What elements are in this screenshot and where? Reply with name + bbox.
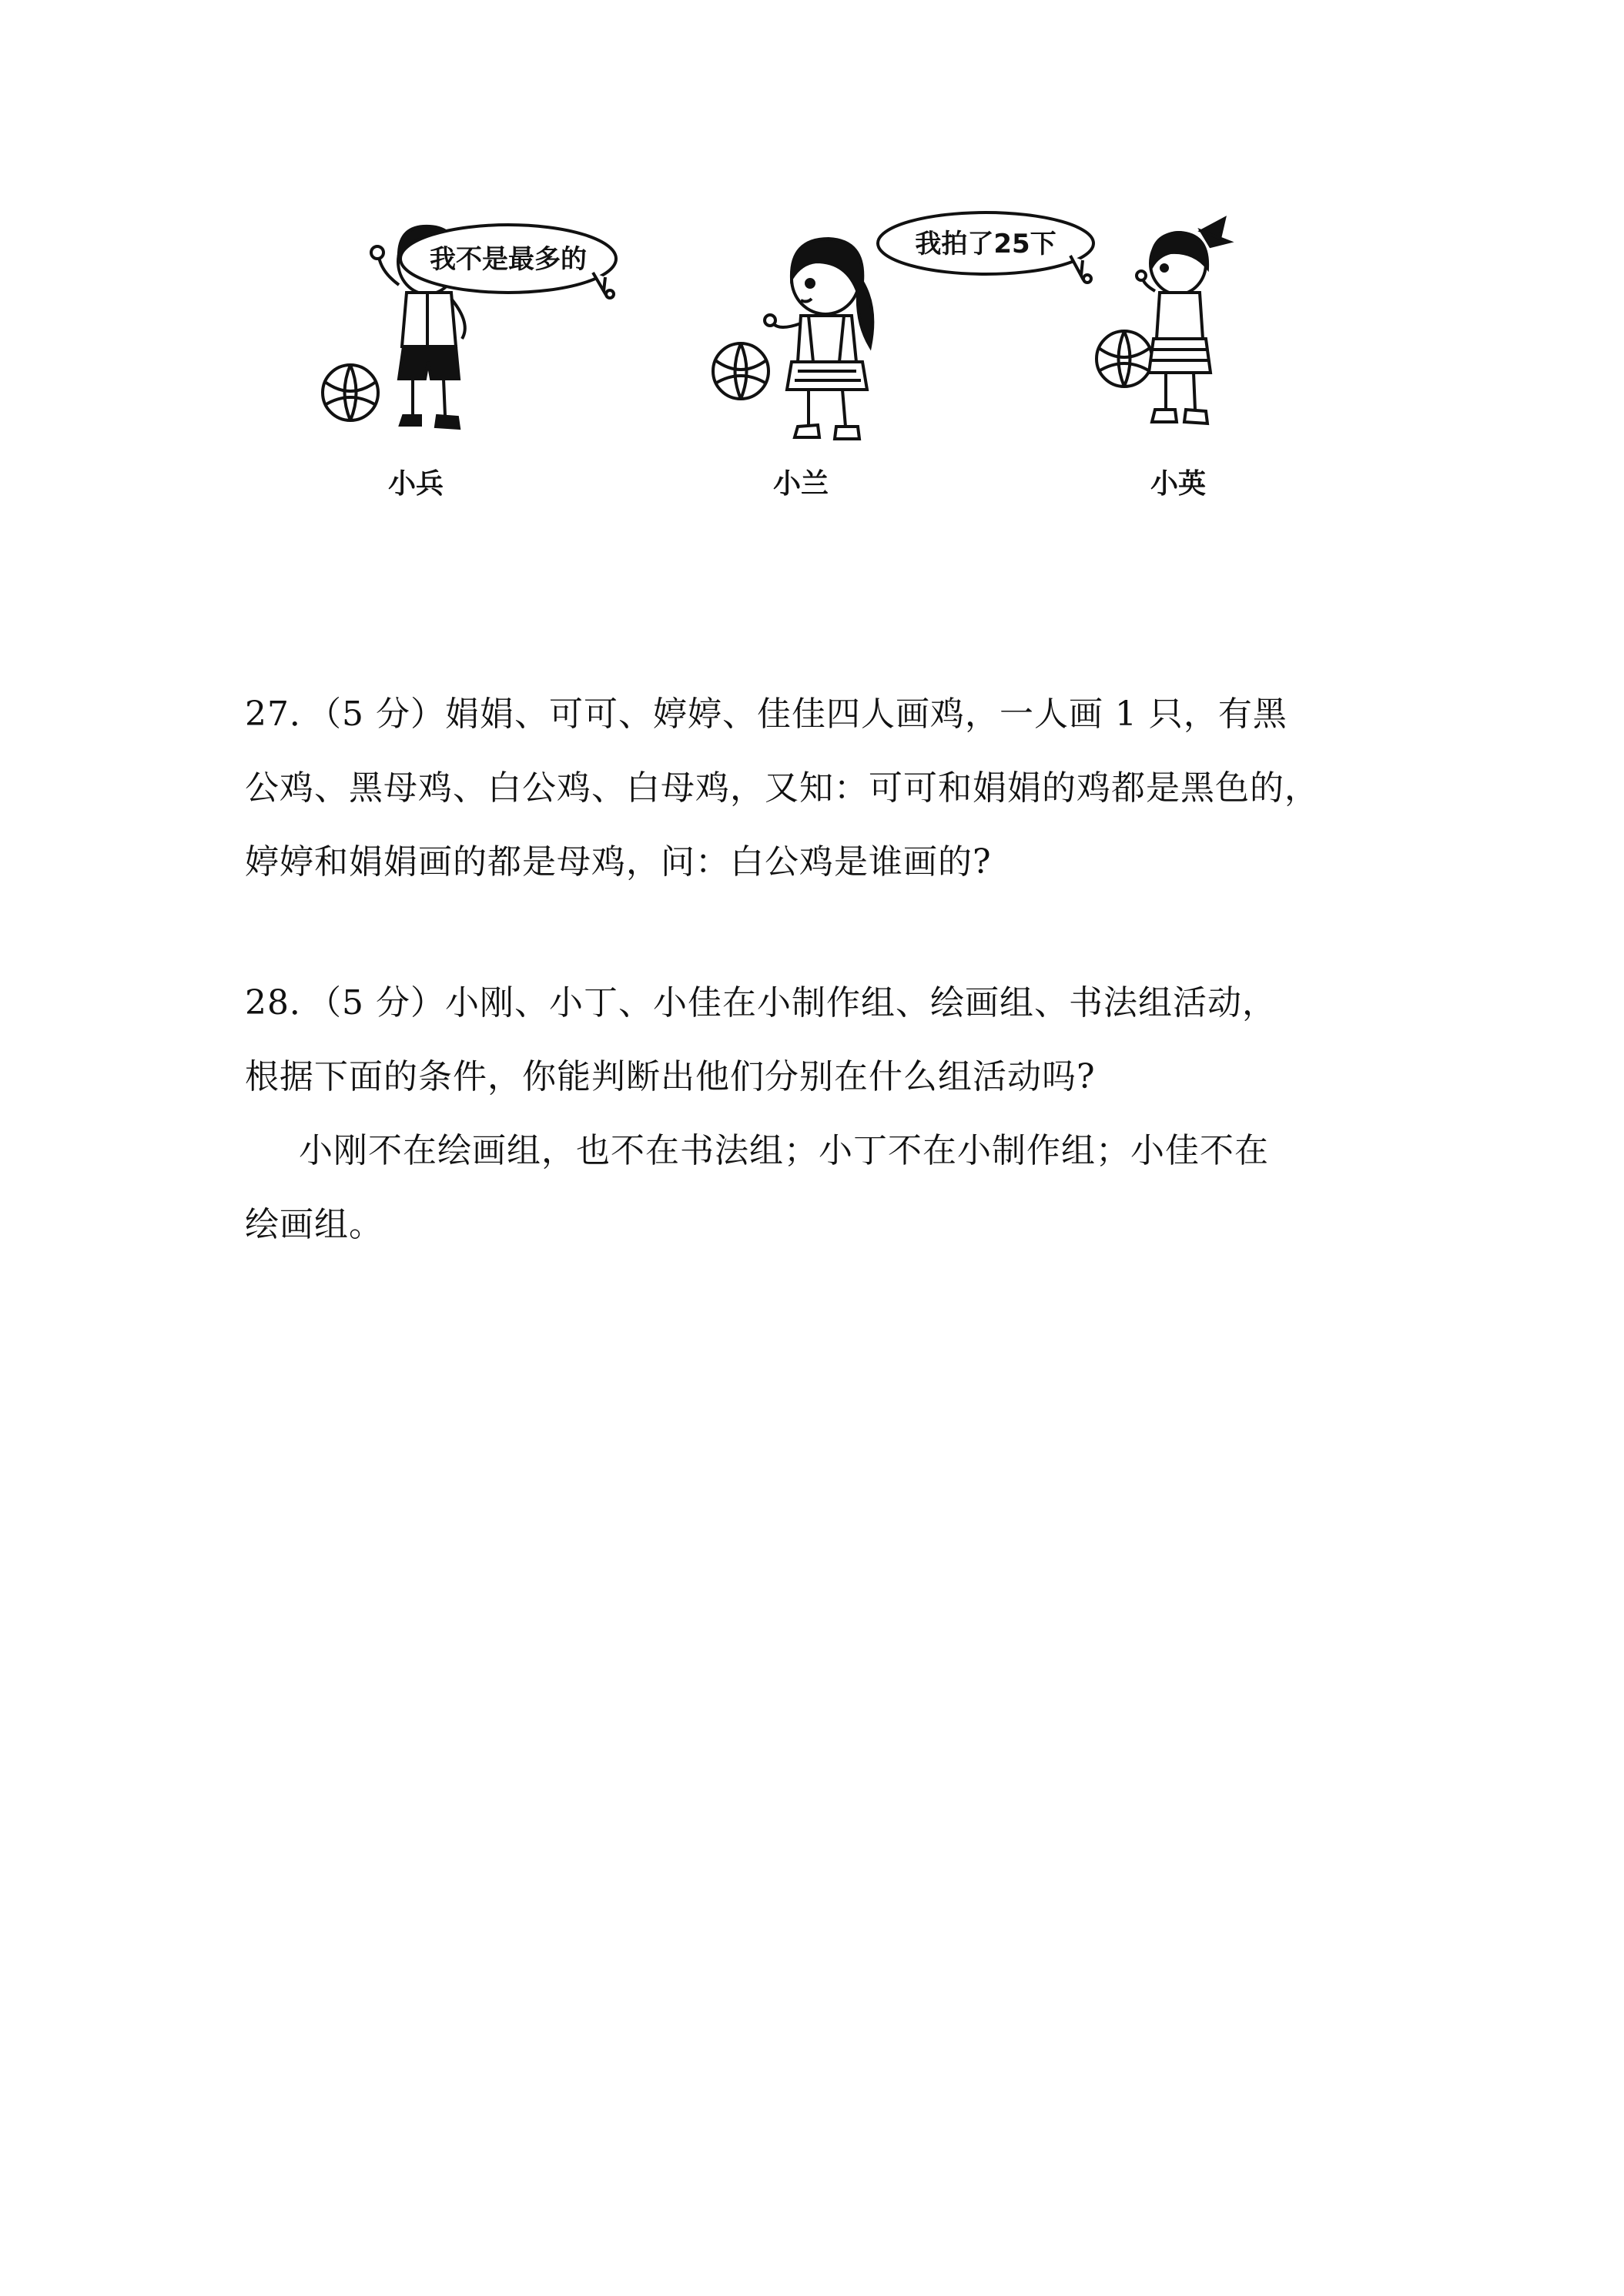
basketball-icon — [1097, 331, 1152, 387]
basketball-figure — [308, 208, 1278, 508]
basketball-icon — [323, 365, 378, 420]
name-label-xiaolan: 小兰 — [772, 468, 829, 500]
speech-xiaoying: 我拍了25下 — [915, 229, 1056, 259]
question-28-line: 28．（5 分）小刚、小丁、小佳在小制作组、绘画组、书法组活动， — [245, 983, 1277, 1022]
question-27-line: 婷婷和娟娟画的都是母鸡，问：白公鸡是谁画的? — [245, 842, 992, 882]
question-28-condition: 小刚不在绘画组，也不在书法组；小丁不在小制作组；小佳不在 — [299, 1131, 1269, 1170]
question-27-line: 27．（5 分）娟娟、可可、婷婷、佳佳四人画鸡，一人画 1 只，有黑 — [245, 694, 1287, 734]
question-27 — [245, 678, 1385, 899]
question-28-condition: 绘画组。 — [245, 1205, 383, 1244]
speech-xiaolan: 我不是最多的 — [430, 244, 587, 275]
basketball-icon — [713, 343, 768, 399]
question-27-line: 公鸡、黑母鸡、白公鸡、白母鸡，又知：可可和娟娟的鸡都是黑色的， — [245, 768, 1319, 808]
name-label-xiaoying: 小英 — [1150, 468, 1207, 500]
question-28 — [245, 966, 1385, 1262]
name-label-xiaobing: 小兵 — [387, 468, 444, 500]
question-28-line: 根据下面的条件，你能判断出他们分别在什么组活动吗? — [245, 1057, 1096, 1096]
